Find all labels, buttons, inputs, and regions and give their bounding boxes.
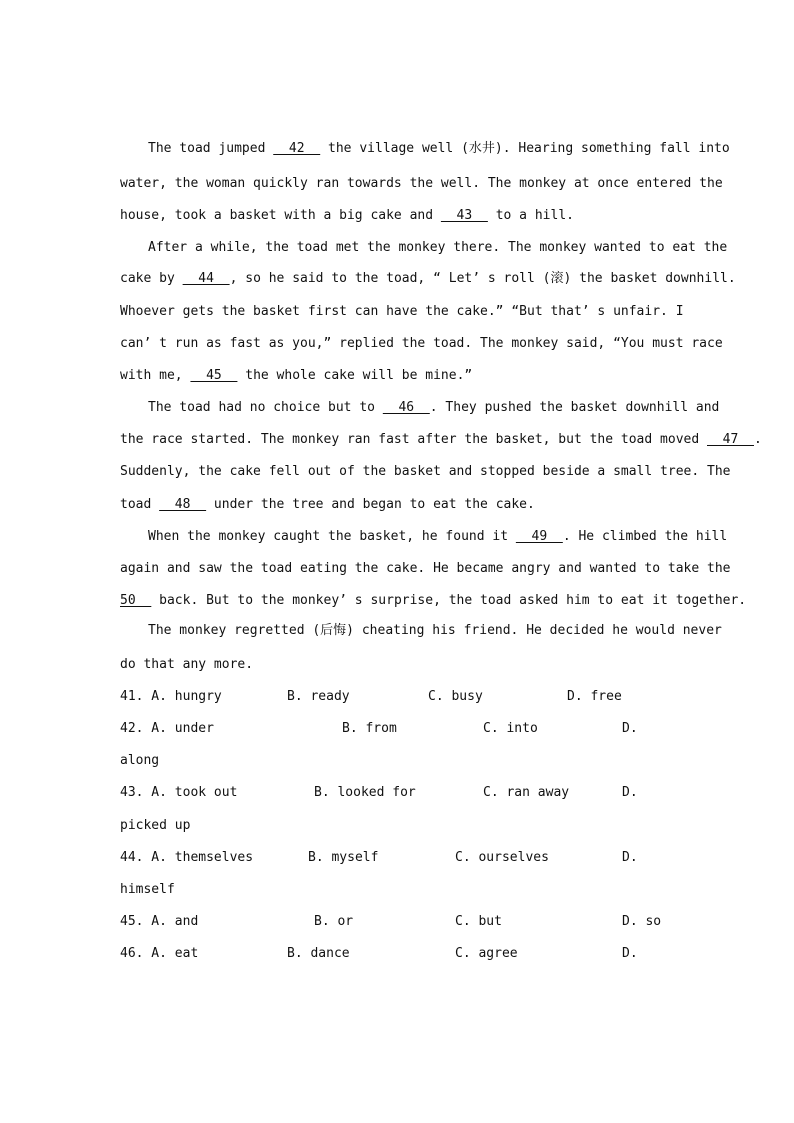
- option-c: C. ran away: [483, 785, 570, 800]
- passage-text: cake by: [120, 271, 183, 286]
- passage-text: the whole cake will be mine.”: [237, 368, 473, 383]
- passage-line: [120, 496, 675, 514]
- blank-43: 43: [440, 208, 488, 223]
- option-a: 42. A. under: [120, 721, 214, 736]
- option-c: C. busy: [428, 689, 483, 704]
- option-a: 43. A. took out: [120, 785, 238, 800]
- passage-line: do that any more.: [120, 657, 254, 672]
- option-d: D. so: [622, 914, 662, 929]
- option-a: 41. A. hungry: [120, 689, 222, 704]
- passage-text: .: [753, 432, 762, 447]
- blank-50: 50: [120, 593, 152, 608]
- passage-text: toad: [120, 497, 160, 512]
- passage-line: can’ t run as fast as you,” replied the toad. The monkey said, “You must race: [120, 336, 723, 351]
- passage-text: The toad jumped: [148, 141, 274, 156]
- passage-line: [120, 270, 736, 288]
- blank-45: 45: [190, 368, 238, 383]
- option-c: C. into: [483, 721, 538, 736]
- blank-49: 49: [515, 529, 563, 544]
- option-d-text: picked up: [120, 818, 191, 833]
- passage-text: back. But to the monkey’ s surprise, the toad asked him to eat it together.: [151, 593, 747, 608]
- option-b: B. or: [314, 914, 354, 929]
- option-d: D.: [622, 785, 638, 800]
- passage-text: with me,: [120, 368, 191, 383]
- blank-42: 42: [273, 141, 321, 156]
- passage-text: house, took a basket with a big cake and: [120, 208, 441, 223]
- blank-47: 47: [707, 432, 754, 447]
- passage-line: The monkey regretted (后悔) cheating his friend. He decided he would never: [148, 623, 722, 638]
- passage-line: [148, 140, 730, 158]
- option-d: D.: [622, 946, 638, 961]
- option-c: C. but: [455, 914, 502, 929]
- passage-text: . They pushed the basket downhill and: [429, 400, 720, 415]
- option-d-text: himself: [120, 882, 175, 897]
- option-c: C. ourselves: [455, 850, 549, 865]
- passage-line: [120, 431, 762, 449]
- passage-line: [120, 592, 747, 610]
- blank-44: 44: [182, 271, 230, 286]
- option-d-text: along: [120, 753, 160, 768]
- passage-text: the race started. The monkey ran fast after the basket, but the toad moved: [120, 432, 707, 447]
- passage-line: Suddenly, the cake fell out of the basket and stopped beside a small tree. The: [120, 464, 731, 479]
- option-b: B. from: [342, 721, 397, 736]
- option-b: B. myself: [308, 850, 379, 865]
- passage-text: The toad had no choice but to: [148, 400, 383, 415]
- passage-line: [148, 528, 728, 546]
- passage-text: to a hill.: [487, 208, 574, 223]
- passage-text: the village well (水井). Hearing something fall into: [320, 141, 730, 156]
- option-d: D.: [622, 850, 638, 865]
- passage-line: After a while, the toad met the monkey there. The monkey wanted to eat the: [148, 240, 728, 255]
- passage-line: Whoever gets the basket first can have the cake.” “But that’ s unfair. I: [120, 304, 684, 319]
- option-d: D. free: [567, 689, 622, 704]
- passage-line: [120, 207, 675, 225]
- passage-line: [120, 367, 675, 385]
- option-a: 44. A. themselves: [120, 850, 254, 865]
- passage-text: When the monkey caught the basket, he found it: [148, 529, 516, 544]
- passage-text: under the tree and began to eat the cake.: [206, 497, 535, 512]
- passage-line: again and saw the toad eating the cake. He became angry and wanted to take the: [120, 561, 731, 576]
- option-d: D.: [622, 721, 638, 736]
- passage-line: [148, 399, 720, 417]
- option-b: B. looked for: [314, 785, 416, 800]
- blank-48: 48: [159, 497, 207, 512]
- option-b: B. dance: [287, 946, 350, 961]
- passage-text: . He climbed the hill: [562, 529, 728, 544]
- option-b: B. ready: [287, 689, 350, 704]
- option-a: 46. A. eat: [120, 946, 199, 961]
- passage-line: water, the woman quickly ran towards the well. The monkey at once entered the: [120, 176, 723, 191]
- passage-text: , so he said to the toad, “ Let’ s roll (滚) the basket downhill.: [229, 271, 736, 286]
- option-a: 45. A. and: [120, 914, 199, 929]
- blank-46: 46: [382, 400, 430, 415]
- option-c: C. agree: [455, 946, 518, 961]
